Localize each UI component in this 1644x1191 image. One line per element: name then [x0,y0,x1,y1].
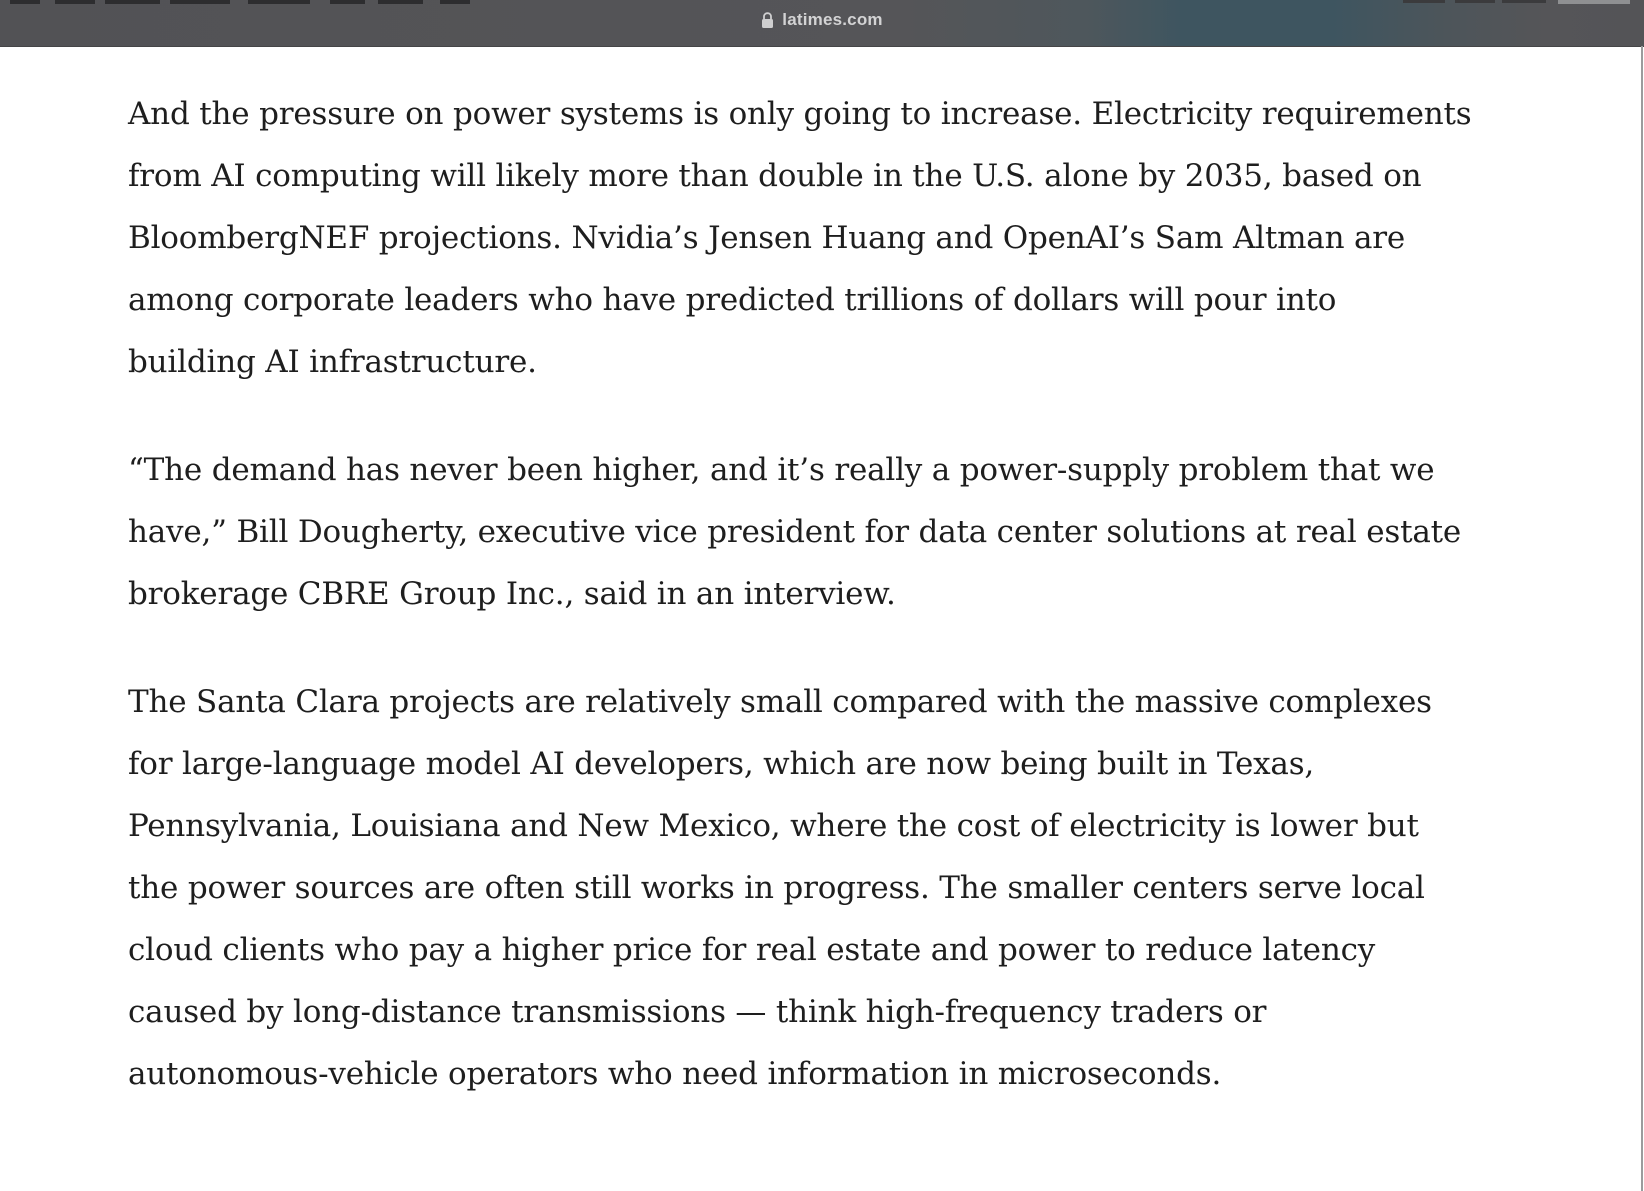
cutoff-ui-fragment [55,0,95,4]
paragraph-3-line-4: the power sources are often still works in progress. The smaller centers serve local [128,870,1425,906]
cutoff-ui-fragment [330,0,365,4]
cutoff-ui-fragment [1502,0,1546,3]
lock-icon [761,12,774,29]
paragraph-3-line-6: caused by long-distance transmissions — think high-frequency traders or [128,994,1267,1030]
cutoff-ui-fragment [170,0,230,4]
address-bar[interactable] [761,10,882,30]
paragraph-1-line-2: from AI computing will likely more than double in the U.S. alone by 2035, based on [128,158,1422,194]
window-edge [1641,46,1643,1191]
paragraph-1-line-1: And the pressure on power systems is only going to increase. Electricity requirements [128,96,1472,132]
paragraph-3 [128,671,1584,1105]
cutoff-ui-fragment [1455,0,1495,3]
paragraph-3-line-3: Pennsylvania, Louisiana and New Mexico, where the cost of electricity is lower but [128,808,1419,844]
paragraph-3-line-2: for large-language model AI developers, which are now being built in Texas, [128,746,1315,782]
cutoff-ui-fragment [248,0,310,4]
paragraph-2-line-3: brokerage CBRE Group Inc., said in an interview. [128,576,896,612]
cutoff-ui-fragment [378,0,423,4]
paragraph-2-line-1: “The demand has never been higher, and it’s really a power-supply problem that we [128,452,1435,488]
cutoff-ui-fragment [440,0,470,4]
paragraph-1-line-3: BloombergNEF projections. Nvidia’s Jensen Huang and OpenAI’s Sam Altman are [128,220,1406,256]
cutoff-ui-fragment [10,0,40,4]
cutoff-ui-fragment [105,0,160,4]
paragraph-3-line-1: The Santa Clara projects are relatively small compared with the massive complexes [128,684,1432,720]
cutoff-ui-fragment [1403,0,1445,3]
cutoff-ui-fragment [1558,0,1630,4]
article-body [0,47,1644,1151]
paragraph-2 [128,439,1584,625]
paragraph-1-line-5: building AI infrastructure. [128,344,537,380]
paragraph-2-line-2: have,” Bill Dougherty, executive vice president for data center solutions at real estate [128,514,1462,550]
browser-toolbar [0,0,1644,47]
paragraph-3-line-5: cloud clients who pay a higher price for real estate and power to reduce latency [128,932,1376,968]
paragraph-3-line-7: autonomous-vehicle operators who need information in microseconds. [128,1056,1222,1092]
paragraph-1-line-4: among corporate leaders who have predicted trillions of dollars will pour into [128,282,1337,318]
paragraph-1 [128,83,1584,393]
address-url: latimes.com [782,10,883,29]
